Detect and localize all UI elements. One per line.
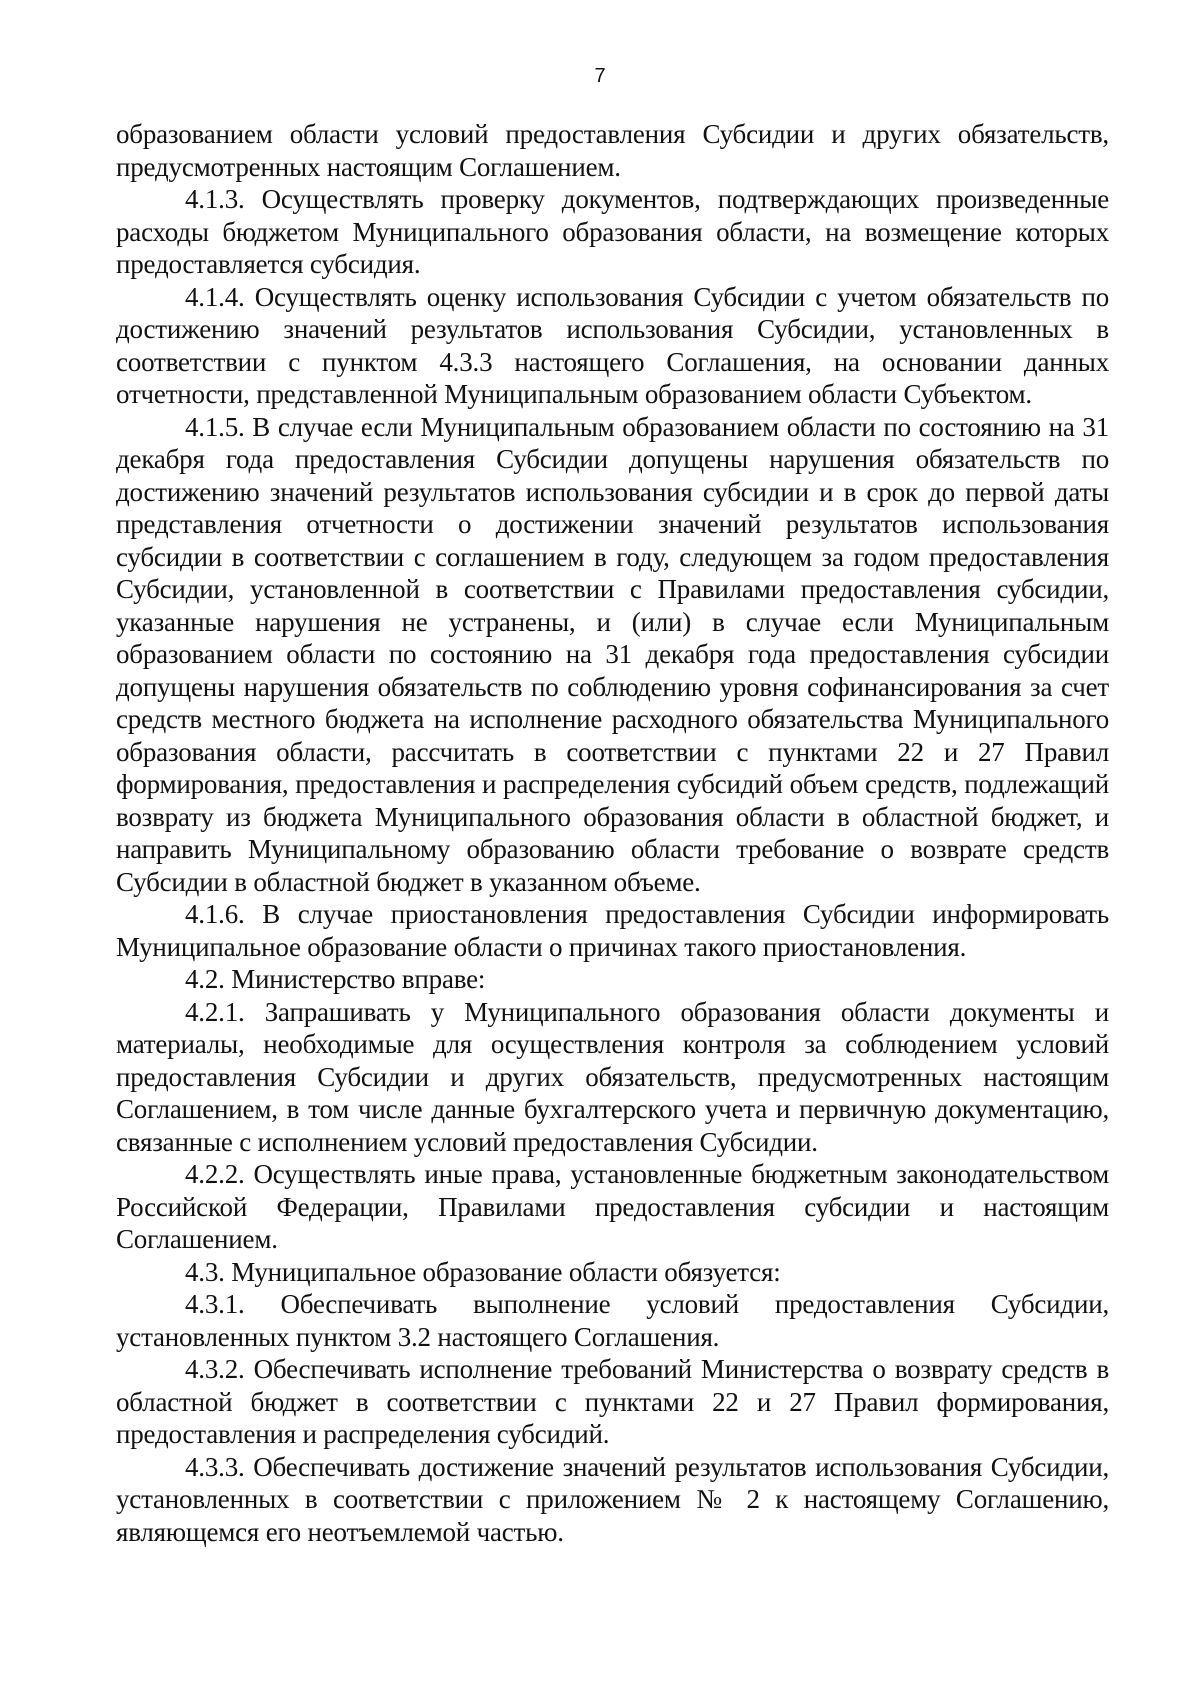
paragraph-4-3: 4.3. Муниципальное образование области обязуется: bbox=[185, 1256, 781, 1287]
paragraph-4-1-6: 4.1.6. В случае приостановления предоставления Субсидии информировать Муниципальное образование области о причинах такого приостановления. bbox=[116, 899, 1109, 962]
paragraph-4-2: 4.2. Министерство вправе: bbox=[185, 964, 486, 994]
page-number: 7 bbox=[594, 65, 606, 87]
paragraph-4-1-5: 4.1.5. В случае если Муниципальным образованием области по состоянию на 31 декабря года предоставления Субсидии допущены нарушения обязательств по достижению значений результатов использования субсидии и в срок до первой даты представления отчетности о достижении значений результатов использования субсидии в соответствии с соглашением в году, следующем за годом предоставления Субсидии, установленной в соответствии с Правилами предоставления субсидии, указанные нарушения не устранены, и (или) в случае если Муниципальным образованием области по состоянию на 31 декабря года предоставления субсидии допущены нарушения обязательств по соблюдению уровня софинансирования за счет средств местного бюджета на исполнение расходного обязательства Муниципального образования области, рассчитать в соответствии с пунктами 22 и 27 Правил формирования, предоставления и распределения субсидий объем средств, подлежащий возврату из бюджета Муниципального образования области в областной бюджет, и направить Муниципальному образованию области требование о возврате средств Субсидии в областной бюджет в указанном объеме. bbox=[116, 411, 1109, 897]
paragraph-continuation: образованием области условий предоставления Субсидии и других обязательств, предусмотренных настоящим Соглашением. bbox=[116, 119, 1109, 182]
paragraph-4-1-4: 4.1.4. Осуществлять оценку использования Субсидии с учетом обязательств по достижению значений результатов использования Субсидии, установленных в соответствии с пунктом 4.3.3 настоящего Соглашения, на основании данных отчетности, представленной Муниципальным образованием области Субъектом. bbox=[116, 281, 1109, 409]
paragraph-4-3-3: 4.3.3. Обеспечивать достижение значений результатов использования Субсидии, установленных в соответствии с приложением № 2 к настоящему Соглашению, являющемся его неотъемлемой частью. bbox=[116, 1451, 1109, 1547]
document-body bbox=[116, 118, 1109, 1548]
paragraph-4-3-1: 4.3.1. Обеспечивать выполнение условий предоставления Субсидии, установленных пунктом 3.2 настоящего Соглашения. bbox=[116, 1289, 1109, 1352]
paragraph-4-1-3: 4.1.3. Осуществлять проверку документов, подтверждающих произведенные расходы бюджетом Муниципального образования области, на возмещение которых предоставляется субсидия. bbox=[116, 184, 1109, 279]
paragraph-4-2-2: 4.2.2. Осуществлять иные права, установленные бюджетным законодательством Российской Федерации, Правилами предоставления субсидии и настоящим Соглашением. bbox=[116, 1159, 1109, 1254]
paragraph-4-2-1: 4.2.1. Запрашивать у Муниципального образования области документы и материалы, необходимые для осуществления контроля за соблюдением условий предоставления Субсидии и других обязательств, предусмотренных настоящим Соглашением, в том числе данные бухгалтерского учета и первичную документацию, связанные с исполнением условий предоставления Субсидии. bbox=[116, 996, 1109, 1157]
paragraph-4-3-2: 4.3.2. Обеспечивать исполнение требований Министерства о возврату средств в областной бюджет в соответствии с пунктами 22 и 27 Правил формирования, предоставления и распределения субсидий. bbox=[116, 1354, 1109, 1449]
